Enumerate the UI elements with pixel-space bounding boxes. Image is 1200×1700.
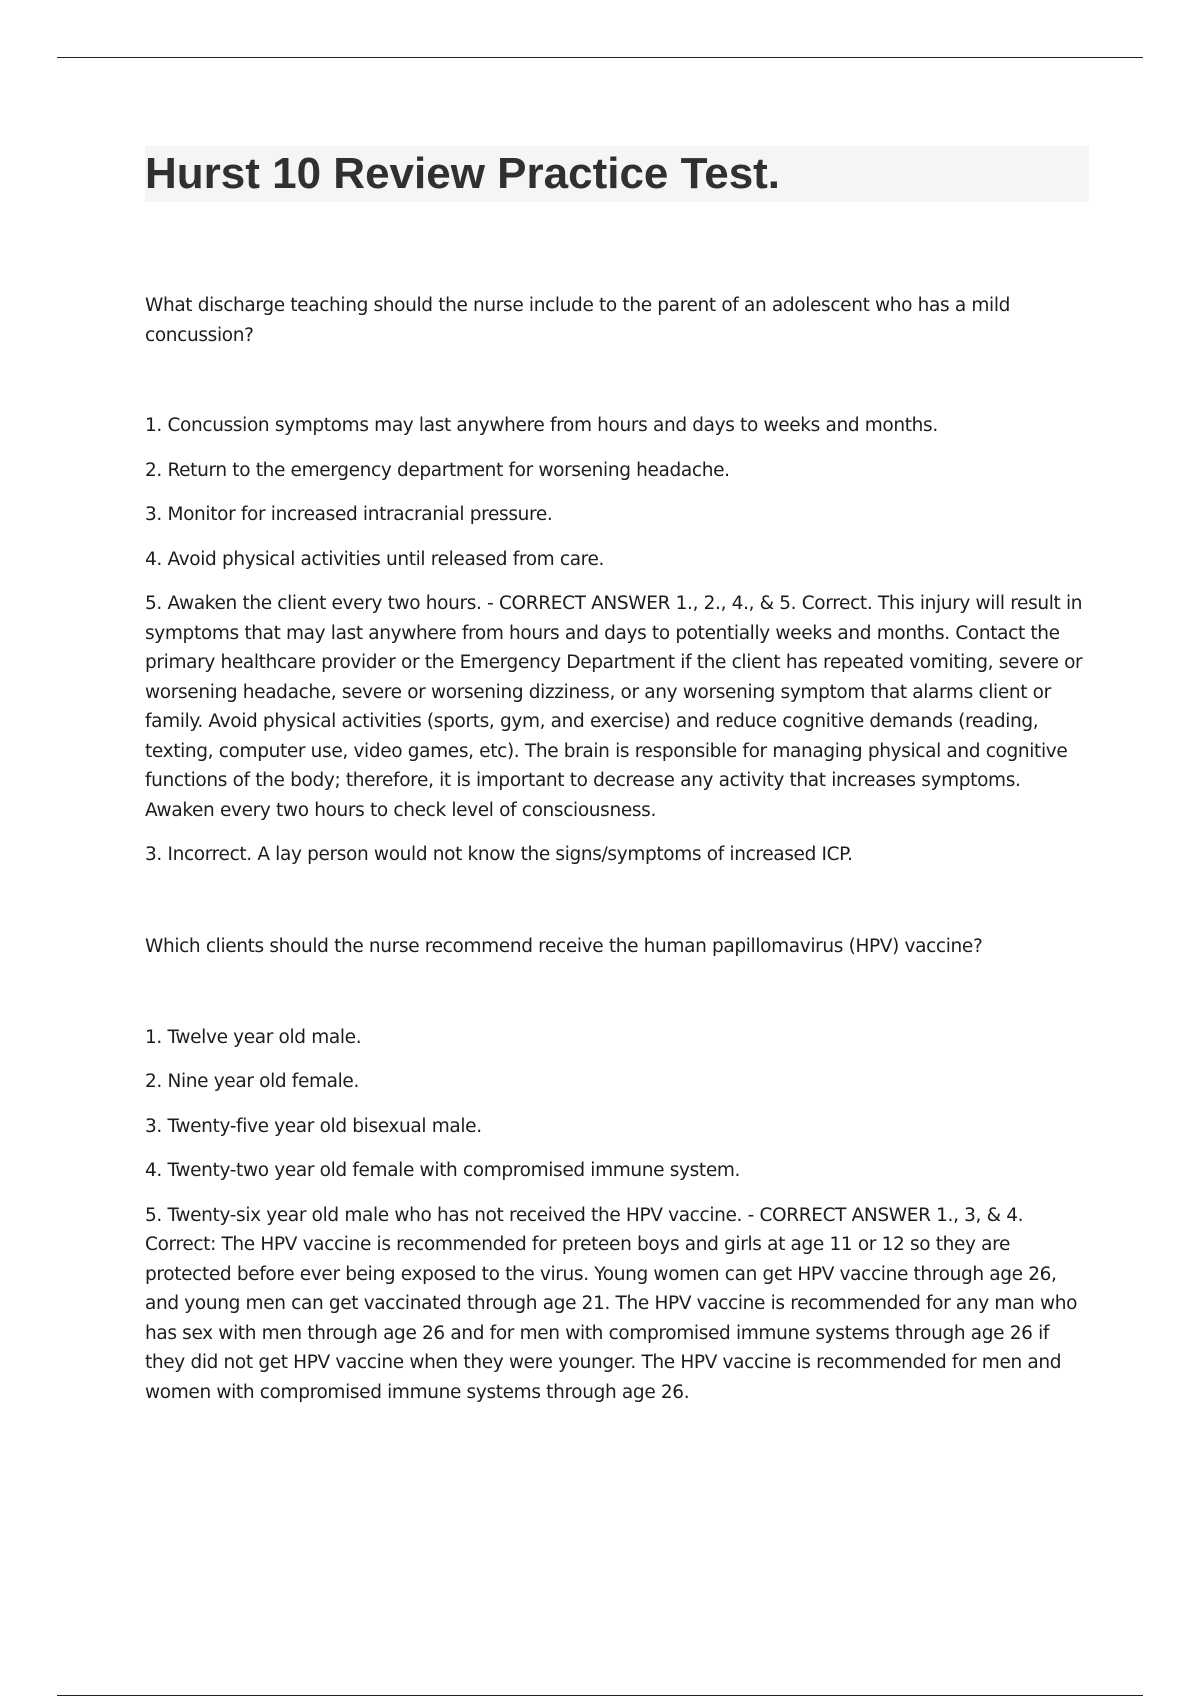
question-block-2 <box>145 932 1089 1422</box>
answer-option-2: 2. Return to the emergency department for worsening headache. <box>145 459 730 481</box>
top-rule <box>57 57 1143 58</box>
bottom-rule <box>57 1695 1143 1696</box>
answer-option-4: 4. Twenty-two year old female with compromised immune system. <box>145 1160 741 1181</box>
answer-option-3: 3. Twenty-five year old bisexual male. <box>145 1115 482 1137</box>
question-text: Which clients should the nurse recommend receive the human papillomavirus (HPV) vaccine? <box>145 936 983 957</box>
incorrect-option-note: 3. Incorrect. A lay person would not know the signs/symptoms of increased ICP. <box>145 844 853 865</box>
answer-option-1: 1. Concussion symptoms may last anywhere from hours and days to weeks and months. <box>145 415 938 436</box>
answer-option-1: 1. Twelve year old male. <box>145 1026 362 1048</box>
question-text: What discharge teaching should the nurse include to the parent of an adolescent who has a mild concussion? <box>145 295 1011 346</box>
answer-option-4: 4. Avoid physical activities until released from care. <box>145 548 605 570</box>
page-title: Hurst 10 Review Practice Test. <box>145 149 781 198</box>
answer-option-3: 3. Monitor for increased intracranial pressure. <box>145 504 553 525</box>
question-block-1 <box>145 291 1089 870</box>
correct-answer-explanation: 5. Awaken the client every two hours. - CORRECT ANSWER 1., 2., 4., & 5. Correct. This injury will result in symptoms that may last anywhere from hours and days to potentially weeks and months. Contact the primary healthcare provider or the Emergency Department if the client has repeated vomiting, severe or worsening headache, severe or worsening dizziness, or any worsening symptom that alarms client or family. Avoid physical activities (sports, gym, and exercise) and reduce cognitive demands (reading, texting, computer use, video games, etc). The brain is responsible for managing physical and cognitive functions of the body; therefore, it is important to decrease any activity that increases symptoms. Awaken every two hours to check level of consciousness. <box>145 593 1083 821</box>
answer-option-2: 2. Nine year old female. <box>145 1071 359 1092</box>
correct-answer-explanation: 5. Twenty-six year old male who has not received the HPV vaccine. - CORRECT ANSWER 1., 3, & 4. Correct: The HPV vaccine is recommended for preteen boys and girls at age 11 or 12 so they are protected before ever being exposed to the virus. Young women can get HPV vaccine through age 26, and young men can get vaccinated through age 21. The HPV vaccine is recommended for any man who has sex with men through age 26 and for men with compromised immune systems through age 26 if they did not get HPV vaccine when they were younger. The HPV vaccine is recommended for men and women with compromised immune systems through age 26. <box>145 1204 1078 1403</box>
